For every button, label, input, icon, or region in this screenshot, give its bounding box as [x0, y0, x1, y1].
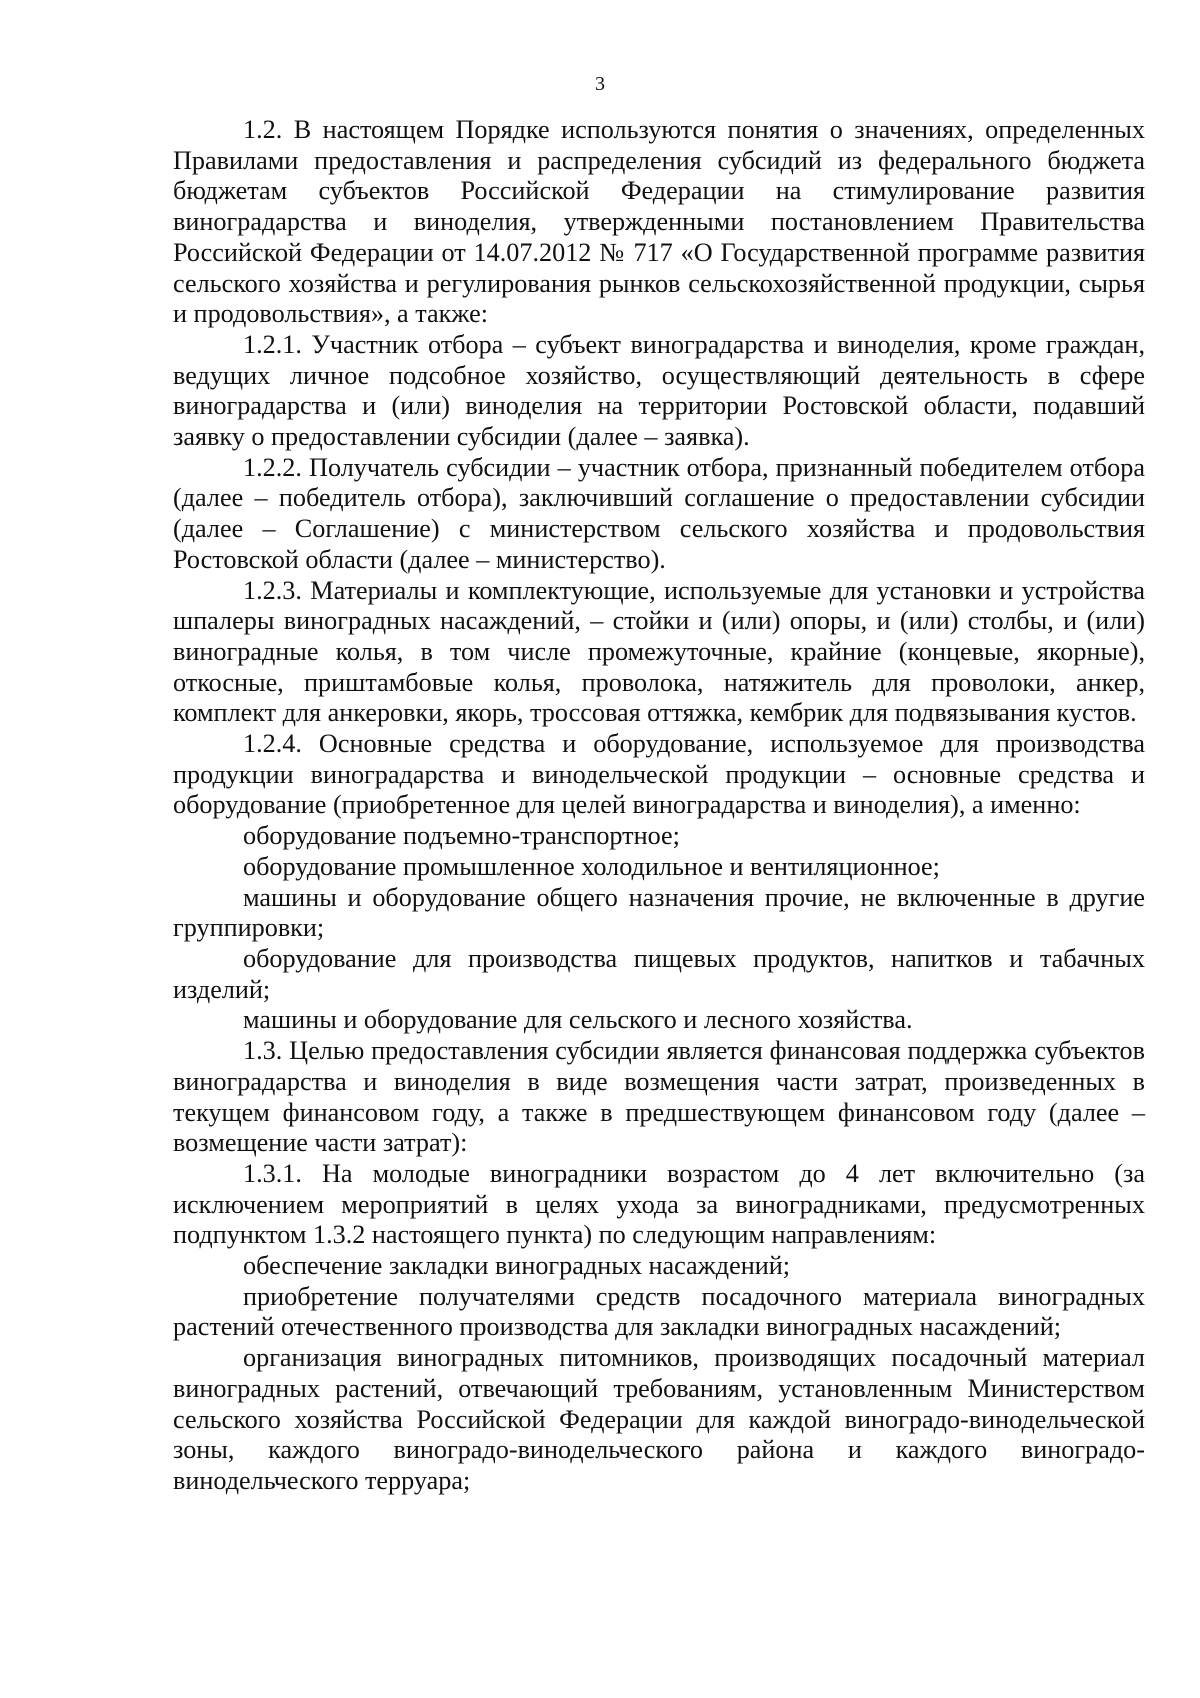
list-item: приобретение получателями средств посадочного материала виноградных растений отечественного производства для закладки виноградных насаждений;: [173, 1281, 1145, 1342]
list-item: оборудование промышленное холодильное и вентиляционное;: [243, 851, 940, 881]
list-item: машины и оборудование для сельского и лесного хозяйства.: [243, 1005, 913, 1035]
paragraph-1-3-1: 1.3.1. На молодые виноградники возрастом до 4 лет включительно (за исключением мероприятий в целях ухода за виноградниками, предусмотренных подпунктом 1.3.2 настоящего пункта) по следующим направлениям:: [173, 1158, 1145, 1250]
paragraph-1-2: 1.2. В настоящем Порядке используются понятия о значениях, определенных Правилами предоставления и распределения субсидий из федерального бюджета бюджетам субъектов Российской Федерации на стимулирование развития виноградарства и виноделия, утвержденными постановлением Правительства Российской Федерации от 14.07.2012 № 717 «О Государственной программе развития сельского хозяйства и регулирования рынков сельскохозяйственной продукции, сырья и продовольствия», а также:: [173, 115, 1145, 329]
paragraph-1-3: 1.3. Целью предоставления субсидии является финансовая поддержка субъектов виноградарства и виноделия в виде возмещения части затрат, произведенных в текущем финансовом году, а также в предшествующем финансовом году (далее – возмещение части затрат):: [173, 1036, 1145, 1158]
paragraph-1-2-1: 1.2.1. Участник отбора – субъект виноградарства и виноделия, кроме граждан, ведущих личное подсобное хозяйство, осуществляющий деятельность в сфере виноградарства и (или) виноделия на территории Ростовской области, подавший заявку о предоставлении субсидии (далее – заявка).: [173, 329, 1145, 452]
document-body: [173, 115, 1145, 1497]
paragraph-1-2-3: 1.2.3. Материалы и комплектующие, используемые для установки и устройства шпалеры виноградных насаждений, – стойки и (или) опоры, и (или) столбы, и (или) виноградные колья, в том числе промежуточные, крайние (концевые, якорные), откосные, приштамбовые колья, проволока, натяжитель для проволоки, анкер, комплект для анкеровки, якорь, троссовая оттяжка, кембрик для подвязывания кустов.: [173, 575, 1145, 728]
paragraph-1-2-4: 1.2.4. Основные средства и оборудование, используемое для производства продукции виноградарства и винодельческой продукции – основные средства и оборудование (приобретенное для целей виноградарства и виноделия), а именно:: [173, 729, 1145, 820]
list-item: оборудование для производства пищевых продуктов, напитков и табачных изделий;: [173, 943, 1145, 1004]
paragraph-1-2-2: 1.2.2. Получатель субсидии – участник отбора, признанный победителем отбора (далее – победитель отбора), заключивший соглашение о предоставлении субсидии (далее – Соглашение) с министерством сельского хозяйства и продовольствия Ростовской области (далее – министерство).: [173, 452, 1145, 574]
page-number: 3: [595, 73, 605, 95]
list-item: машины и оборудование общего назначения прочие, не включенные в другие группировки;: [173, 882, 1145, 943]
list-item: организация виноградных питомников, производящих посадочный материал виноградных растений, отвечающий требованиям, установленным Министерством сельского хозяйства Российской Федерации для каждой виноградо-винодельческой зоны, каждого виноградо-винодельческого района и каждого виноградо-винодельческого терруара;: [173, 1343, 1145, 1495]
list-item: обеспечение закладки виноградных насаждений;: [243, 1251, 791, 1281]
list-item: оборудование подъемно-транспортное;: [243, 821, 680, 851]
